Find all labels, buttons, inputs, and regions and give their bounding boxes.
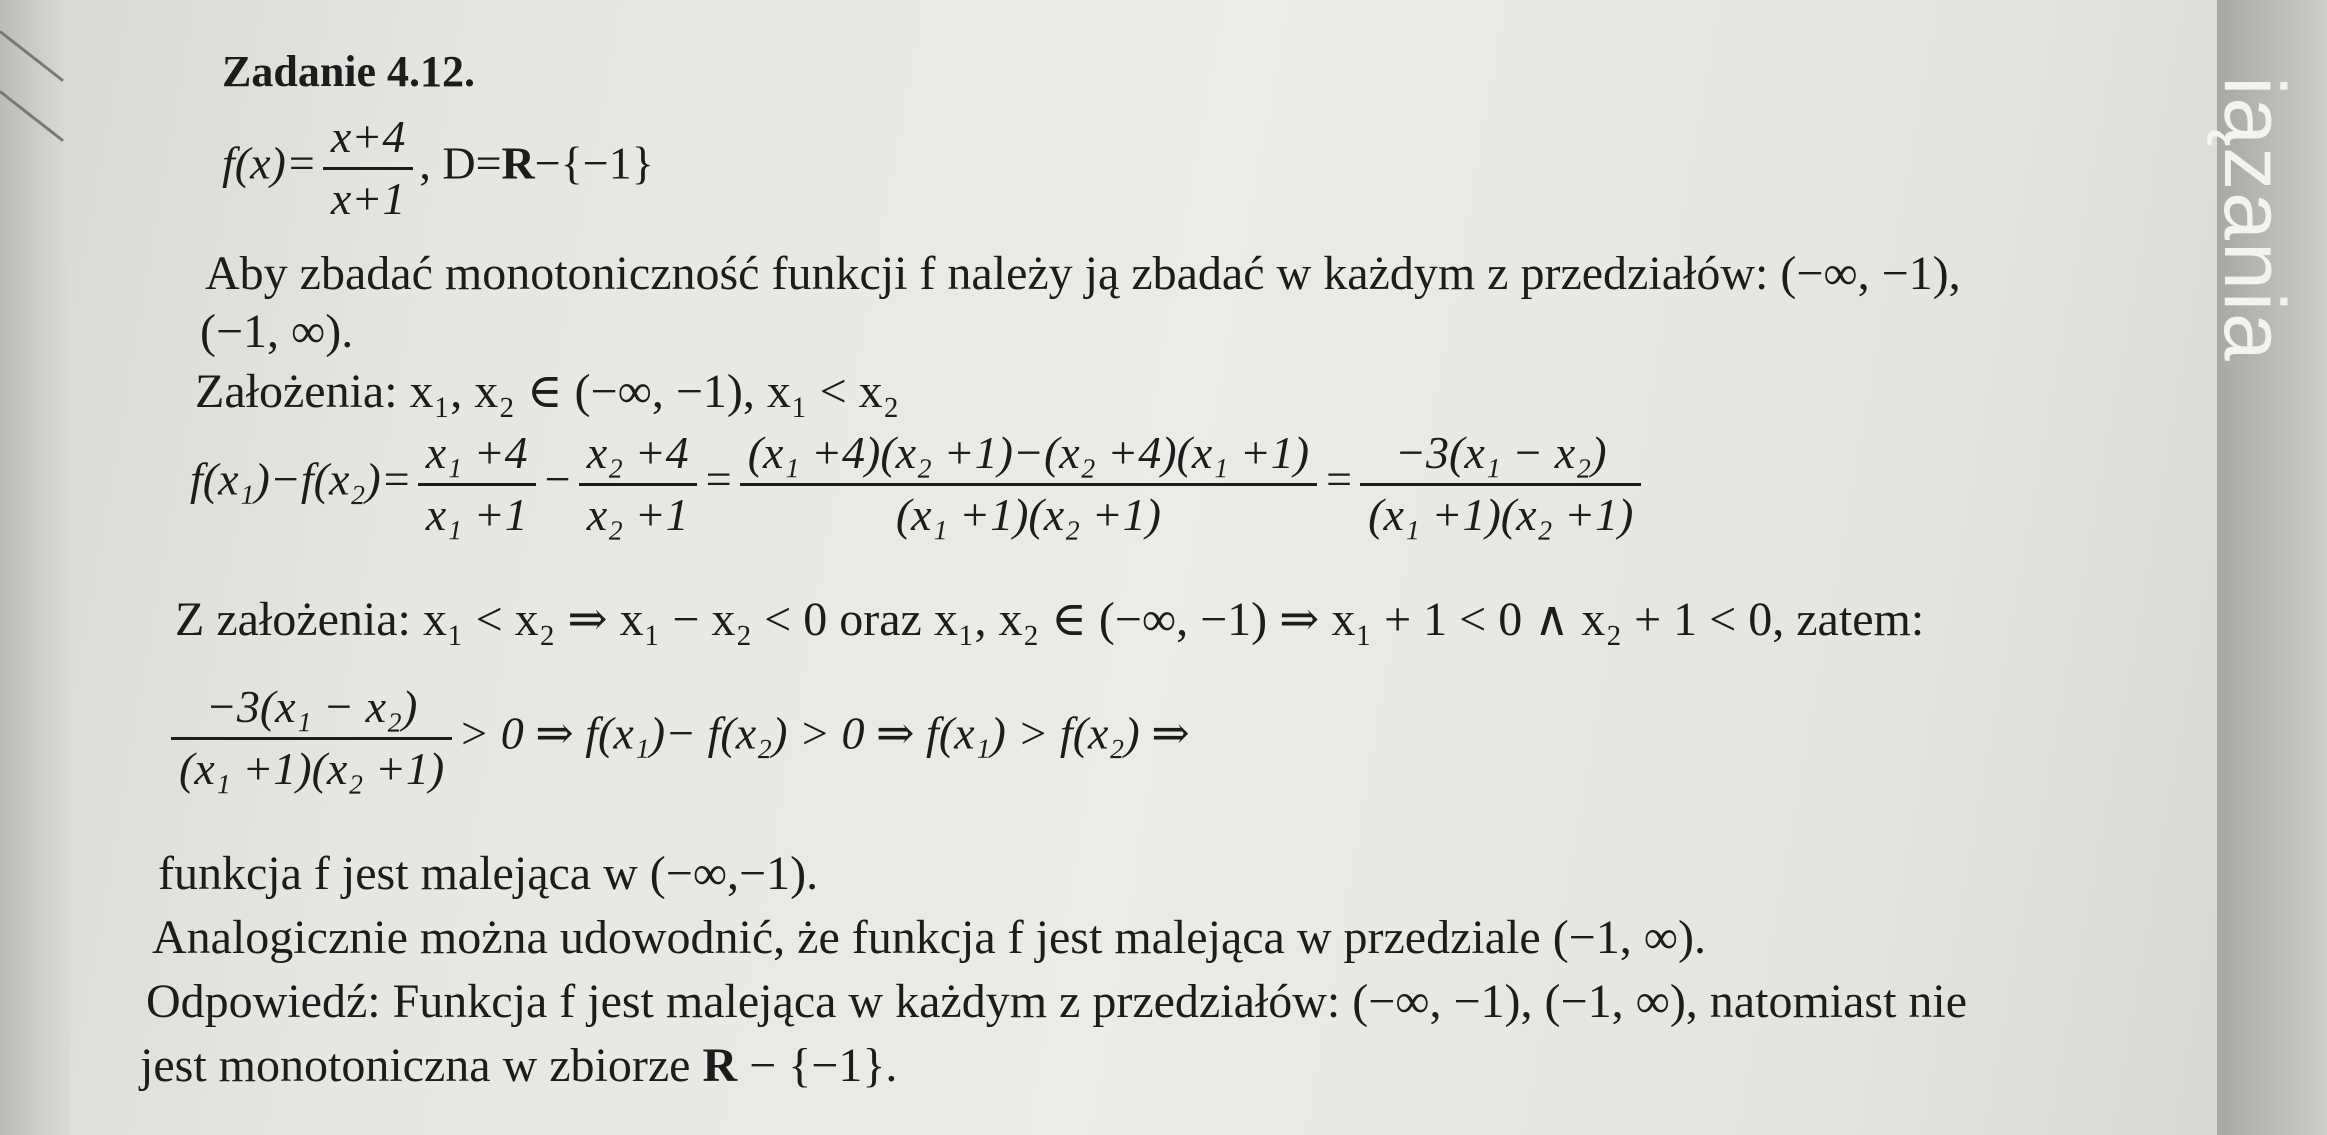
implication-line: $\frac{\text{−3(x₁ − x₂)}}{\text{(x₁ +1)(x₂ +1)}}$ > 0 ⇒ f(x₁)− f(x₂) > 0 ⇒ f(x₁) > f(x₂) ⇒ (165, 682, 1190, 794)
fraction-term-2: $\frac{\text{x₂ +4}}{\text{x₂ +1}}$ (579, 428, 697, 540)
difference-equation: f(x₁)−f(x₂)= $\frac{\text{x₁ +4}}{\text{x₁ +1}}$ − $\frac{\text{x₂ +4}}{\text{x₂ +1}}$ = $\frac{\text{(x₁ +4)(x₂ +1)−(x₂ +4)(x₁ +1)}}{\text{(x₁ +1)(x₂ +1)}}$ = $\frac{\text{−3(x₁ − x₂)}}{\text{(x₁ +1)(x₂ +1)}}$ (190, 428, 1647, 540)
fraction-term-3: $\frac{\text{(x₁ +4)(x₂ +1)−(x₂ +4)(x₁ +1)}}{\text{(x₁ +1)(x₂ +1)}}$ (740, 428, 1317, 540)
implication-fraction: $\frac{\text{−3(x₁ − x₂)}}{\text{(x₁ +1)(x₂ +1)}}$ (171, 682, 452, 794)
result-decreasing-left: funkcja f jest malejąca w (−∞,−1). (158, 847, 819, 900)
result-analogous: Analogicznie można udowodnić, że funkcja f jest malejąca w przedziale (−1, ∞). (152, 911, 1706, 964)
definition-fraction: $\frac{x+4}{x+1}$ (323, 112, 413, 224)
answer-line-1: Odpowiedź: Funkcja f jest malejąca w każdym z przedziałów: (−∞, −1), (−1, ∞), natomiast nie (146, 975, 1968, 1028)
conclusion-from-assumption: Z założenia: x₁ < x₂ ⇒ x₁ − x₂ < 0 oraz x₁, x₂ ∈ (−∞, −1) ⇒ x₁ + 1 < 0 ∧ x₂ + 1 < 0, zatem: (175, 593, 1925, 646)
side-text: iązania (2206, 76, 2303, 363)
function-definition: f(x)= $\frac{x+4}{x+1}$ , D=R−{−1} (222, 111, 654, 224)
assumptions: Założenia: x₁, x₂ ∈ (−∞, −1), x₁ < x₂ (195, 365, 900, 418)
right-page-strip (2206, 0, 2327, 1135)
answer-line-2: jest monotoniczna w zbiorze R − {−1}. (140, 1039, 898, 1092)
fraction-term-4: $\frac{\text{−3(x₁ − x₂)}}{\text{(x₁ +1)(x₂ +1)}}$ (1360, 428, 1641, 540)
intro-line-1: Aby zbadać monotoniczność funkcji f należy ją zbadać w każdym z przedziałów: (−∞, −1), (205, 247, 1961, 300)
fraction-term-1: $\frac{\text{x₁ +4}}{\text{x₁ +1}}$ (418, 428, 536, 540)
exercise-title: Zadanie 4.12. (222, 47, 476, 96)
intro-line-2: (−1, ∞). (200, 305, 354, 358)
